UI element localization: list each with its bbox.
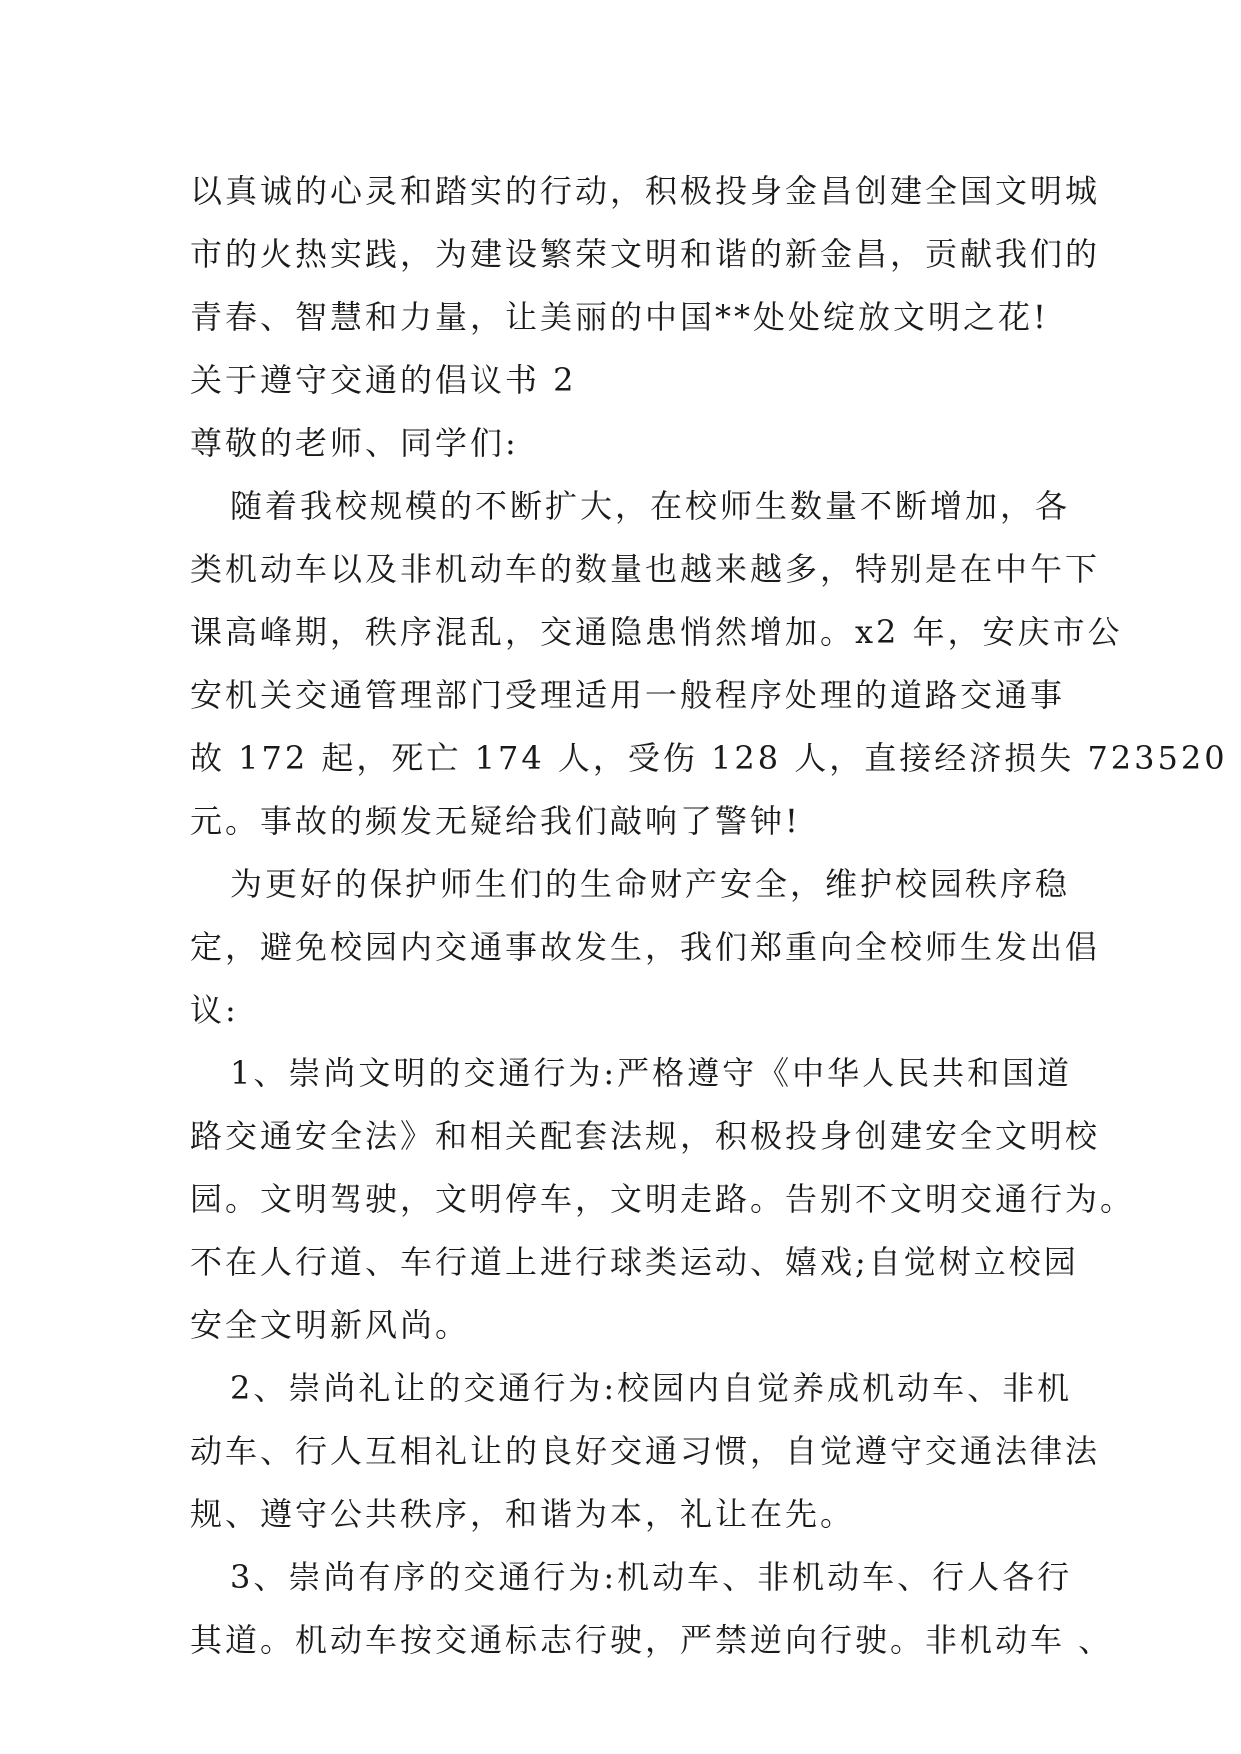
paragraph-line: 元。事故的频发无疑给我们敲响了警钟! xyxy=(190,802,801,840)
paragraph-line: 2、崇尚礼让的交通行为:校园内自觉养成机动车、非机 xyxy=(230,1369,1073,1407)
paragraph-line: 类机动车以及非机动车的数量也越来越多，特别是在中午下 xyxy=(190,550,1101,588)
paragraph-line: 动车、行人互相礼让的良好交通习惯，自觉遵守交通法律法 xyxy=(190,1432,1101,1470)
paragraph-line: 其道。机动车按交通标志行驶，严禁逆向行驶。非机动车 、 xyxy=(190,1621,1114,1659)
paragraph-line: 青春、智慧和力量，让美丽的中国**处处绽放文明之花! xyxy=(190,298,1049,336)
paragraph-line: 定，避免校园内交通事故发生，我们郑重向全校师生发出倡 xyxy=(190,928,1101,966)
paragraph-line: 以真诚的心灵和踏实的行动，积极投身金昌创建全国文明城 xyxy=(190,172,1101,210)
paragraph-line: 园。文明驾驶，文明停车，文明走路。告别不文明交通行为。 xyxy=(190,1180,1136,1218)
paragraph-line: 为更好的保护师生们的生命财产安全，维护校园秩序稳 xyxy=(230,865,1071,903)
paragraph-line: 3、崇尚有序的交通行为:机动车、非机动车、行人各行 xyxy=(230,1558,1073,1596)
paragraph-line: 安机关交通管理部门受理适用一般程序处理的道路交通事 xyxy=(190,676,1066,714)
paragraph-line: 议: xyxy=(190,991,239,1029)
paragraph-line: 规、遵守公共秩序，和谐为本，礼让在先。 xyxy=(190,1495,856,1533)
paragraph-line: 市的火热实践，为建设繁荣文明和谐的新金昌，贡献我们的 xyxy=(190,235,1101,273)
paragraph-line: 安全文明新风尚。 xyxy=(190,1306,471,1344)
paragraph-line: 随着我校规模的不断扩大，在校师生数量不断增加，各 xyxy=(230,487,1071,525)
paragraph-line: 路交通安全法》和相关配套法规，积极投身创建安全文明校 xyxy=(190,1117,1101,1155)
document-body xyxy=(190,160,1228,1672)
salutation: 尊敬的老师、同学们: xyxy=(190,424,519,462)
paragraph-line: 不在人行道、车行道上进行球类运动、嬉戏;自觉树立校园 xyxy=(190,1243,1079,1281)
paragraph-line: 故 172 起，死亡 174 人，受伤 128 人，直接经济损失 723520 xyxy=(190,739,1228,777)
section-title: 关于遵守交通的倡议书 2 xyxy=(190,361,577,399)
paragraph-line: 课高峰期，秩序混乱，交通隐患悄然增加。x2 年，安庆市公 xyxy=(190,613,1123,651)
paragraph-line: 1、崇尚文明的交通行为:严格遵守《中华人民共和国道 xyxy=(230,1054,1073,1092)
